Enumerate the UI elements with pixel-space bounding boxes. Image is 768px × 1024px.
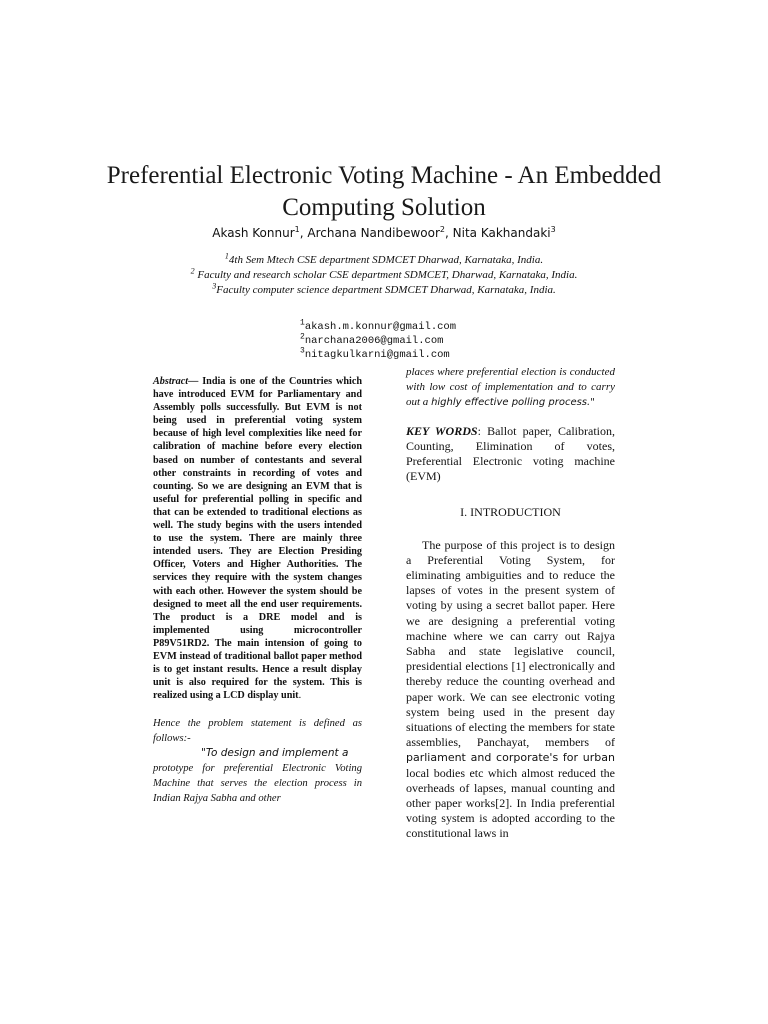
affiliation-text: Faculty and research scholar CSE department SDMCET, Dharwad, Karnataka, India. bbox=[194, 269, 578, 281]
author-mark: 3 bbox=[550, 225, 556, 234]
keywords-paragraph bbox=[406, 424, 615, 485]
problem-statement bbox=[153, 716, 362, 806]
keywords-label: KEY WORDS bbox=[406, 423, 478, 438]
email-address: narchana2006@gmail.com bbox=[304, 335, 444, 347]
affiliation-line bbox=[120, 253, 648, 268]
email-line bbox=[300, 334, 456, 348]
abstract-end: . bbox=[298, 690, 302, 702]
affiliations bbox=[120, 253, 648, 298]
intro-text-part2: parliament and corporate's for urban bbox=[406, 751, 615, 765]
problem-intro: Hence the problem statement is defined as follows:- bbox=[153, 718, 362, 745]
email-mark: 1 bbox=[300, 318, 305, 328]
intro-text-part1: The purpose of this project is to design a Preferential Voting System, for eliminating ambiguities and to reduce the lapses of votes in the present system of voting by using a secret ballot paper. Here we are designing a preferential voting machine where we can carry out Rajya Sabha and state legislative council, presidential elections [1] electronically and thereby reduce the counting overhead and paper work. We can see electronic voting system being used in the present day situations of electing the members for state assemblies, Panchayat, members of bbox=[406, 537, 615, 750]
email-line bbox=[300, 320, 456, 334]
author-name: Akash Konnur bbox=[212, 226, 295, 240]
author-separator: , bbox=[299, 226, 308, 240]
author-separator: , bbox=[445, 226, 453, 240]
abstract-dash: — bbox=[188, 376, 203, 387]
section-heading: I. INTRODUCTION bbox=[460, 505, 561, 520]
email-list bbox=[300, 320, 456, 362]
problem-quote-start: "To design and implement a bbox=[201, 747, 349, 760]
left-column bbox=[153, 375, 362, 806]
problem-quote-rest: prototype for preferential Electronic Voting Machine that serves the election process in Indian Rajya Sabha and other bbox=[153, 763, 362, 805]
paper-title: Preferential Electronic Voting Machine - An Embedded Computing Solution bbox=[106, 162, 662, 221]
email-address: nitagkulkarni@gmail.com bbox=[304, 349, 450, 361]
intro-paragraph bbox=[406, 538, 615, 842]
email-mark: 3 bbox=[300, 346, 305, 356]
author-mark: 2 bbox=[439, 225, 445, 234]
abstract-paragraph bbox=[153, 375, 362, 702]
author-line bbox=[84, 226, 684, 240]
right-column bbox=[406, 365, 615, 842]
affiliation-line bbox=[120, 268, 648, 283]
keywords-text: : Ballot paper, Calibration, Counting, Elimination of votes, Preferential Electronic voting machine (EVM) bbox=[406, 423, 615, 484]
problem-continuation bbox=[406, 365, 615, 411]
affiliation-text: Faculty computer science department SDMCET Dharwad, Karnataka, India. bbox=[216, 284, 556, 296]
continuation-tail: highly effective polling process." bbox=[431, 397, 595, 409]
email-address: akash.m.konnur@gmail.com bbox=[304, 321, 457, 333]
continuation-text: places where preferential election is conducted with low cost of implementation and to carry out a bbox=[406, 366, 615, 409]
affiliation-line bbox=[120, 283, 648, 298]
abstract-text: India is one of the Countries which have introduced EVM for Parliamentary and Assembly polls successfully. But EVM is not being used in preferential voting system because of high level complexities like need for calibration of machine before every election based on number of contestants and several other constraints in recording of votes and counting. So we are designing an EVM that is useful for preferential polling in specific and that can be extended to traditional elections as well. The study begins with the users intended to use the system. There are mainly three intended users. They are Election Presiding Officer, Voters and Higher Authorities. The services they require with the system changes with each other. However the system should be designed to meet all the end user requirements. The product is a DRE model and is implemented using microcontroller P89V51RD2. The main intension of going to EVM instead of traditional ballot paper method is to get instant results. Hence a result display unit is also required for the system. This is realized using a LCD display unit bbox=[153, 376, 363, 702]
author-mark: 1 bbox=[294, 225, 300, 234]
affiliation-mark: 1 bbox=[224, 251, 229, 261]
affiliation-mark: 3 bbox=[212, 281, 217, 291]
email-line bbox=[300, 348, 456, 362]
intro-text-part3: local bodies etc which almost reduced the overheads of lapses, manual counting and other paper works[2]. In India preferential voting system is adopted according to the constitutional laws in bbox=[406, 765, 615, 841]
abstract-lead: Abstract bbox=[153, 376, 189, 387]
email-mark: 2 bbox=[300, 332, 305, 342]
author-name: Archana Nandibewoor bbox=[307, 226, 440, 240]
affiliation-text: 4th Sem Mtech CSE department SDMCET Dharwad, Karnataka, India. bbox=[228, 254, 544, 266]
affiliation-mark: 2 bbox=[190, 266, 195, 276]
author-name: Nita Kakhandaki bbox=[452, 226, 551, 240]
